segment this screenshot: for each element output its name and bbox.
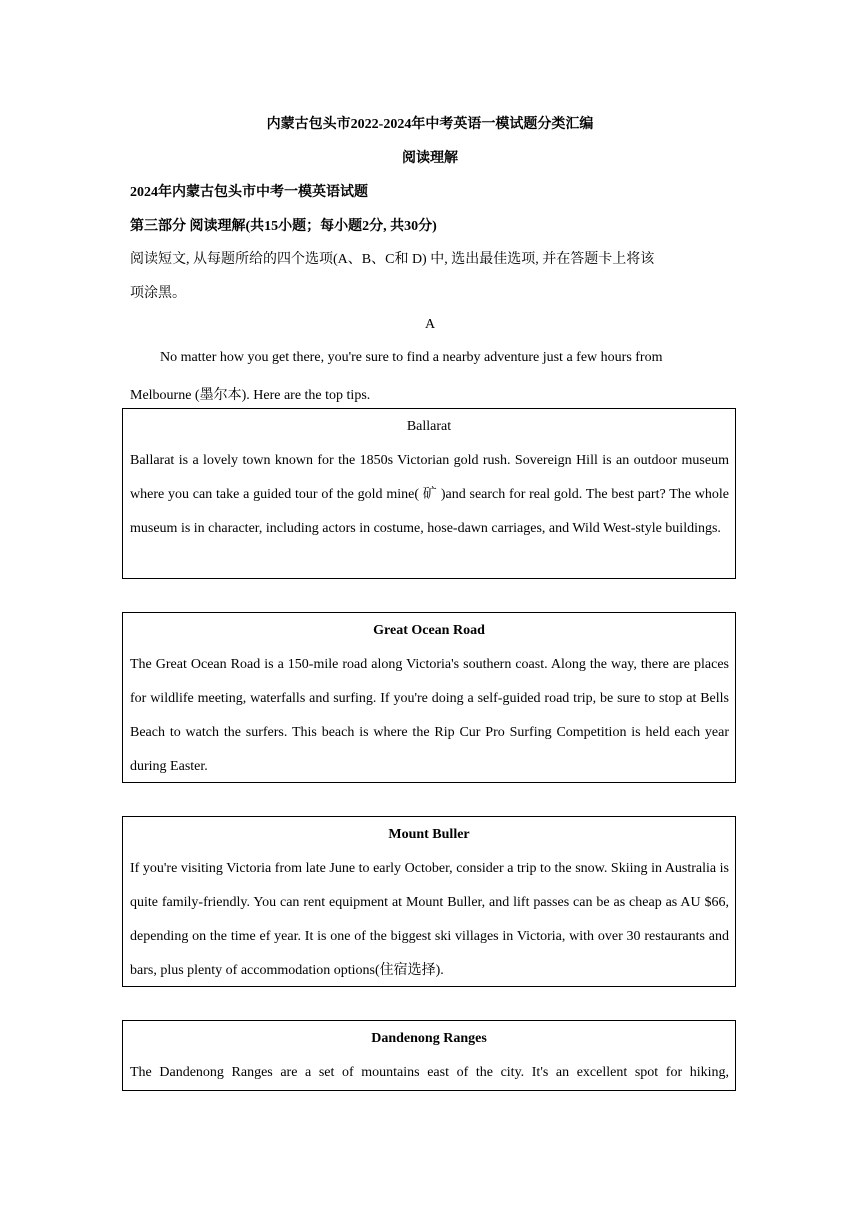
box-body-mount-buller: If you're visiting Victoria from late June to early October, consider a trip to the snow. Skiing in Australia is quite family-friendly. You can rent equipment at Mount Buller, and lift passes can be as cheap as AU $66, depending on the time ef year. It is one of the biggest ski villages in Victoria, with over 30 restaurants and bars, plus plenty of accommodation options(住宿选择). xyxy=(130,861,729,978)
box-title-great-ocean-road: Great Ocean Road xyxy=(373,623,485,638)
info-box-ballarat xyxy=(122,408,736,579)
passage-label: A xyxy=(424,317,436,332)
instruction-line-2: 项涂黑。 xyxy=(130,286,186,301)
box-title-mount-buller: Mount Buller xyxy=(388,827,470,842)
passage-intro-line-1: No matter how you get there, you're sure to find a nearby adventure just a few hours from xyxy=(160,350,663,365)
info-box-great-ocean-road xyxy=(122,612,736,783)
box-body-dandenong-ranges: The Dandenong Ranges are a set of mountains east of the city. It's an excellent spot for hiking, xyxy=(130,1065,729,1080)
passage-intro-line-2: Melbourne (墨尔本). Here are the top tips. xyxy=(130,388,371,403)
exam-title: 2024年内蒙古包头市中考一模英语试题 xyxy=(130,185,368,200)
info-box-dandenong-ranges xyxy=(122,1020,736,1091)
box-title-ballarat: Ballarat xyxy=(406,419,452,434)
part-title: 第三部分 阅读理解(共15小题；每小题2分, 共30分) xyxy=(130,219,437,234)
document-subtitle: 阅读理解 xyxy=(402,151,458,166)
box-body-ballarat: Ballarat is a lovely town known for the 1850s Victorian gold rush. Sovereign Hill is an outdoor museum where you can take a guided tour of the gold mine( 矿 )and search for real gold. The best part? The whole museum is in character, including actors in costume, hose-dawn carriages, and Wild West-style buildings. xyxy=(130,453,729,536)
box-title-dandenong-ranges: Dandenong Ranges xyxy=(371,1031,487,1046)
instruction-line-1: 阅读短文, 从每题所给的四个选项(A、B、C和 D) 中, 选出最佳选项, 并在答题卡上将该 xyxy=(130,252,655,267)
info-box-mount-buller xyxy=(122,816,736,987)
box-body-great-ocean-road: The Great Ocean Road is a 150-mile road along Victoria's southern coast. Along the way, there are places for wildlife meeting, waterfalls and surfing. If you're doing a self-guided road trip, be sure to stop at Bells Beach to watch the surfers. This beach is where the Rip Cur Pro Surfing Competition is held each year during Easter. xyxy=(130,657,729,774)
document-title: 内蒙古包头市2022-2024年中考英语一模试题分类汇编 xyxy=(266,117,594,132)
